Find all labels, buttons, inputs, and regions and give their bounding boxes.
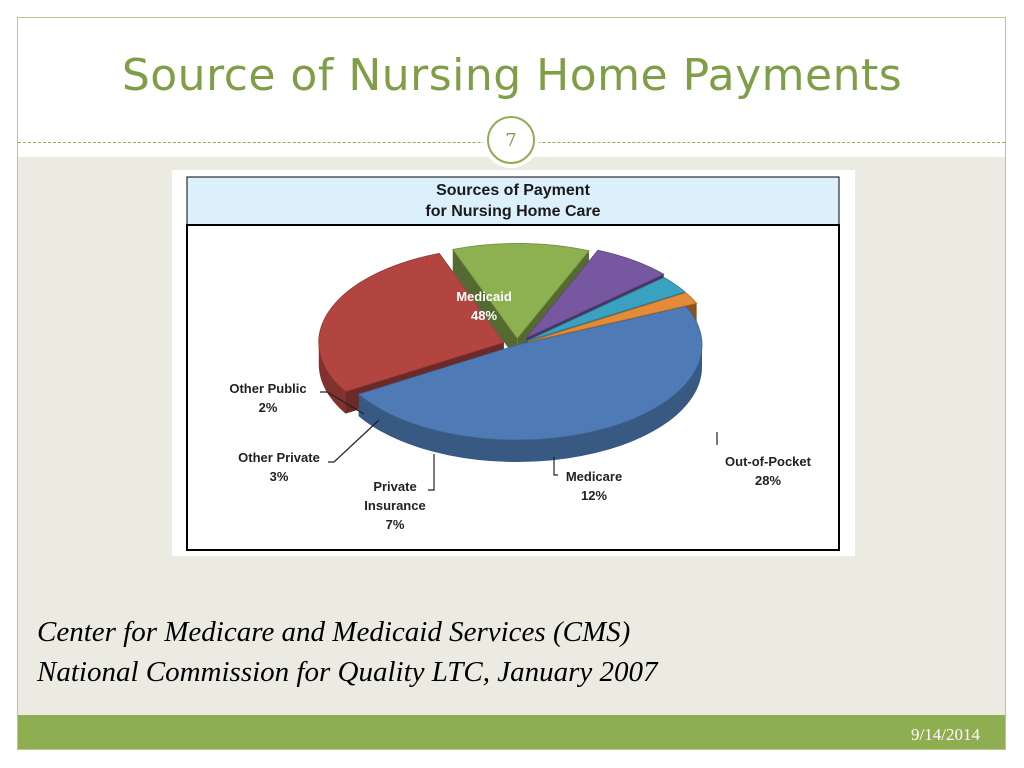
label-private-insurance-pct: 7% <box>385 517 405 532</box>
chart-title-line1: Sources of Payment <box>436 182 590 199</box>
label-other-public <box>218 379 318 417</box>
footer-date: 9/14/2014 <box>911 725 980 744</box>
pie-chart <box>172 170 855 556</box>
source-line-1: Center for Medicare and Medicaid Services (CMS) <box>37 616 631 648</box>
label-medicare <box>554 467 634 505</box>
label-out-of-pocket-name: Out-of-Pocket <box>725 454 811 469</box>
label-other-private-pct: 3% <box>269 469 289 484</box>
label-private-insurance-line1: Private <box>373 479 417 494</box>
label-private-insurance <box>350 477 440 534</box>
slide-title: Source of Nursing Home Payments <box>121 50 903 101</box>
chart-title <box>187 177 839 225</box>
label-medicare-pct: 12% <box>580 488 608 503</box>
chart-image <box>172 170 855 556</box>
label-medicare-name: Medicare <box>565 469 623 484</box>
footer-bar <box>18 715 1005 749</box>
label-medicaid-name: Medicaid <box>456 289 512 304</box>
chart-title-line2: for Nursing Home Care <box>425 203 601 220</box>
label-medicaid <box>444 287 524 325</box>
label-out-of-pocket-pct: 28% <box>754 473 782 488</box>
label-private-insurance-line2: Insurance <box>364 498 426 513</box>
slide-number-badge: 7 <box>487 116 535 164</box>
label-medicaid-pct: 48% <box>470 308 498 323</box>
label-other-public-name: Other Public <box>229 381 307 396</box>
source-citation <box>37 612 658 692</box>
source-line-2: National Commission for Quality LTC, January 2007 <box>37 656 658 688</box>
label-other-private <box>224 448 334 486</box>
label-out-of-pocket <box>709 452 827 490</box>
label-other-private-name: Other Private <box>238 450 320 465</box>
label-other-public-pct: 2% <box>258 400 278 415</box>
